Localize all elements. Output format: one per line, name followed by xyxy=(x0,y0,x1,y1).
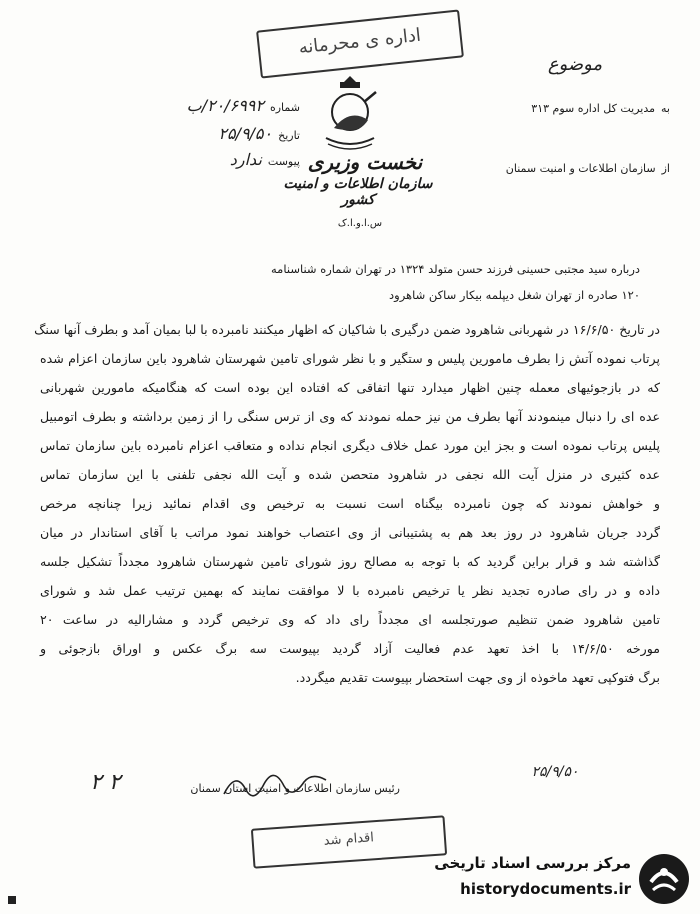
corner-mark xyxy=(8,896,16,904)
body-line: برگ فتوکپی تعهد ماخوذه از وی جهت استحضار بپیوست تقدیم میگردد. xyxy=(295,670,660,685)
action-stamp-text: اقدام شد xyxy=(323,830,375,849)
number-field xyxy=(110,96,300,115)
confidential-stamp xyxy=(256,9,464,78)
body-line: تامین شاهرود ضمن تنظیم صورتجلسه ای مجدداً رای داد که وی ترخیص گردد و مشارالیه در ساعت ۲۰ xyxy=(40,612,660,627)
body-line: که در بازجوئیهای معمله چنین اظهار میدارد تنها اتفاقی که افتاده این بوده است که هنگامیکه مامورین شهربانی xyxy=(40,380,660,395)
body-line: در تاریخ ۱۶/۶/۵۰ در شهربانی شاهرود ضمن درگیری با شاکیان که اظهار میکنند نامبرده با لبا بمیان آمد و بطرف آنها سنگ xyxy=(34,322,660,337)
number-value: ۲۰/۶۹۹۲/ب xyxy=(186,96,264,115)
subject-line-2: ۱۲۰ صادره از تهران شغل دیپلمه بیکار ساکن شاهرود xyxy=(389,288,640,302)
lion-and-sun-emblem-icon xyxy=(318,72,382,154)
subject-line-1: درباره سید مجتبی حسینی فرزند حسن متولد ۱۳۲۴ در تهران شماره شناسنامه xyxy=(271,262,640,276)
body-line: پرتاب نموده آتش زا بطرف مامورین پلیس و ستگیر و با نظر شورای تامین شهرستان شاهرود باین سازمان اعزام شده xyxy=(40,351,660,366)
government-title: نخست وزیری xyxy=(307,150,423,174)
sender-label: از xyxy=(661,162,670,175)
attachment-value: ندارد xyxy=(229,150,262,169)
signature-scribble-icon xyxy=(220,768,330,802)
signer-title: رئیس سازمان اطلاعات و امنیت استان سمنان xyxy=(190,782,400,795)
sender-text: سازمان اطلاعات و امنیت سمنان xyxy=(505,162,656,175)
registry-date: ۲۵/۹/۵۰ xyxy=(531,764,579,780)
recipient-field xyxy=(440,102,670,115)
recipient-label: به xyxy=(661,102,670,115)
watermark-url: historydocuments.ir xyxy=(460,880,631,898)
body-line: و خواهش نمودند که چون نامبرده بیگناه است نسبت به ترخیص وی اقدام نمائید زیرا چنانچه مرخص xyxy=(40,496,660,511)
number-label: شماره xyxy=(269,101,300,114)
organization-name: سازمان اطلاعات و امنیت کشور xyxy=(283,176,433,208)
date-field xyxy=(110,124,300,143)
archive-logo-icon xyxy=(637,852,691,906)
body-line: پلیس پرتاب نموده است و بجز این مورد عمل خلاف دیگری انجام نداده و متعاقب اعزام نامبرده باین سازمان تماس xyxy=(40,438,660,453)
handwritten-mark: ۲ ۲ xyxy=(90,770,121,795)
sender-field xyxy=(440,162,670,175)
date-label: تاریخ xyxy=(278,129,300,142)
date-value: ۲۵/۹/۵۰ xyxy=(218,124,273,143)
attachment-label: پیوست xyxy=(267,155,300,168)
confidential-stamp-text: اداره ی محرمانه xyxy=(297,24,422,59)
body-line: عده ای را دنبال مینمودند آنها بطرف من نیز حمله نمودند که وی از ترس سنگی را از زمین برداشته و بطرف اتومبیل xyxy=(40,409,660,424)
body-line: داده و در رای صادره تجدید نظر یا ترخیص نامبرده با لا موافقت نمایند که بهمین ترتیب عمل شد و شورای xyxy=(40,583,660,598)
body-line: مورخه ۱۴/۶/۵۰ با اخذ تعهد عدم فعالیت آزاد گردید بپیوست سه برگ عکس و اوراق بازجوئی و xyxy=(40,641,660,656)
attachment-field xyxy=(110,150,300,169)
action-stamp xyxy=(251,815,447,868)
organization-code: س.ا.و.ا.ک xyxy=(337,218,383,229)
watermark-name: مرکز بررسی اسناد تاریخی xyxy=(434,854,631,872)
body-line: گذاشته شد و قرار براین گردید که با توجه به مصالح روز شورای تامین شهرستان شاهرود مجدداً تشکیل جلسه xyxy=(40,554,660,569)
body-line: عده کثیری در منزل آیت الله نجفی در شاهرود متحصن شده و آیت الله نجفی تلفنی با این سازمان تماس xyxy=(40,467,660,482)
recipient-text: مدیریت کل اداره سوم ۳۱۳ xyxy=(531,102,656,115)
body-line: گردد جریان شاهرود در روز بعد هم به پشتیبانی از وی اعتصاب خواهند نمود مراتب با آقای استاندار در میان xyxy=(40,525,660,540)
watermark xyxy=(420,848,695,910)
handwritten-note: موضوع xyxy=(547,54,603,75)
